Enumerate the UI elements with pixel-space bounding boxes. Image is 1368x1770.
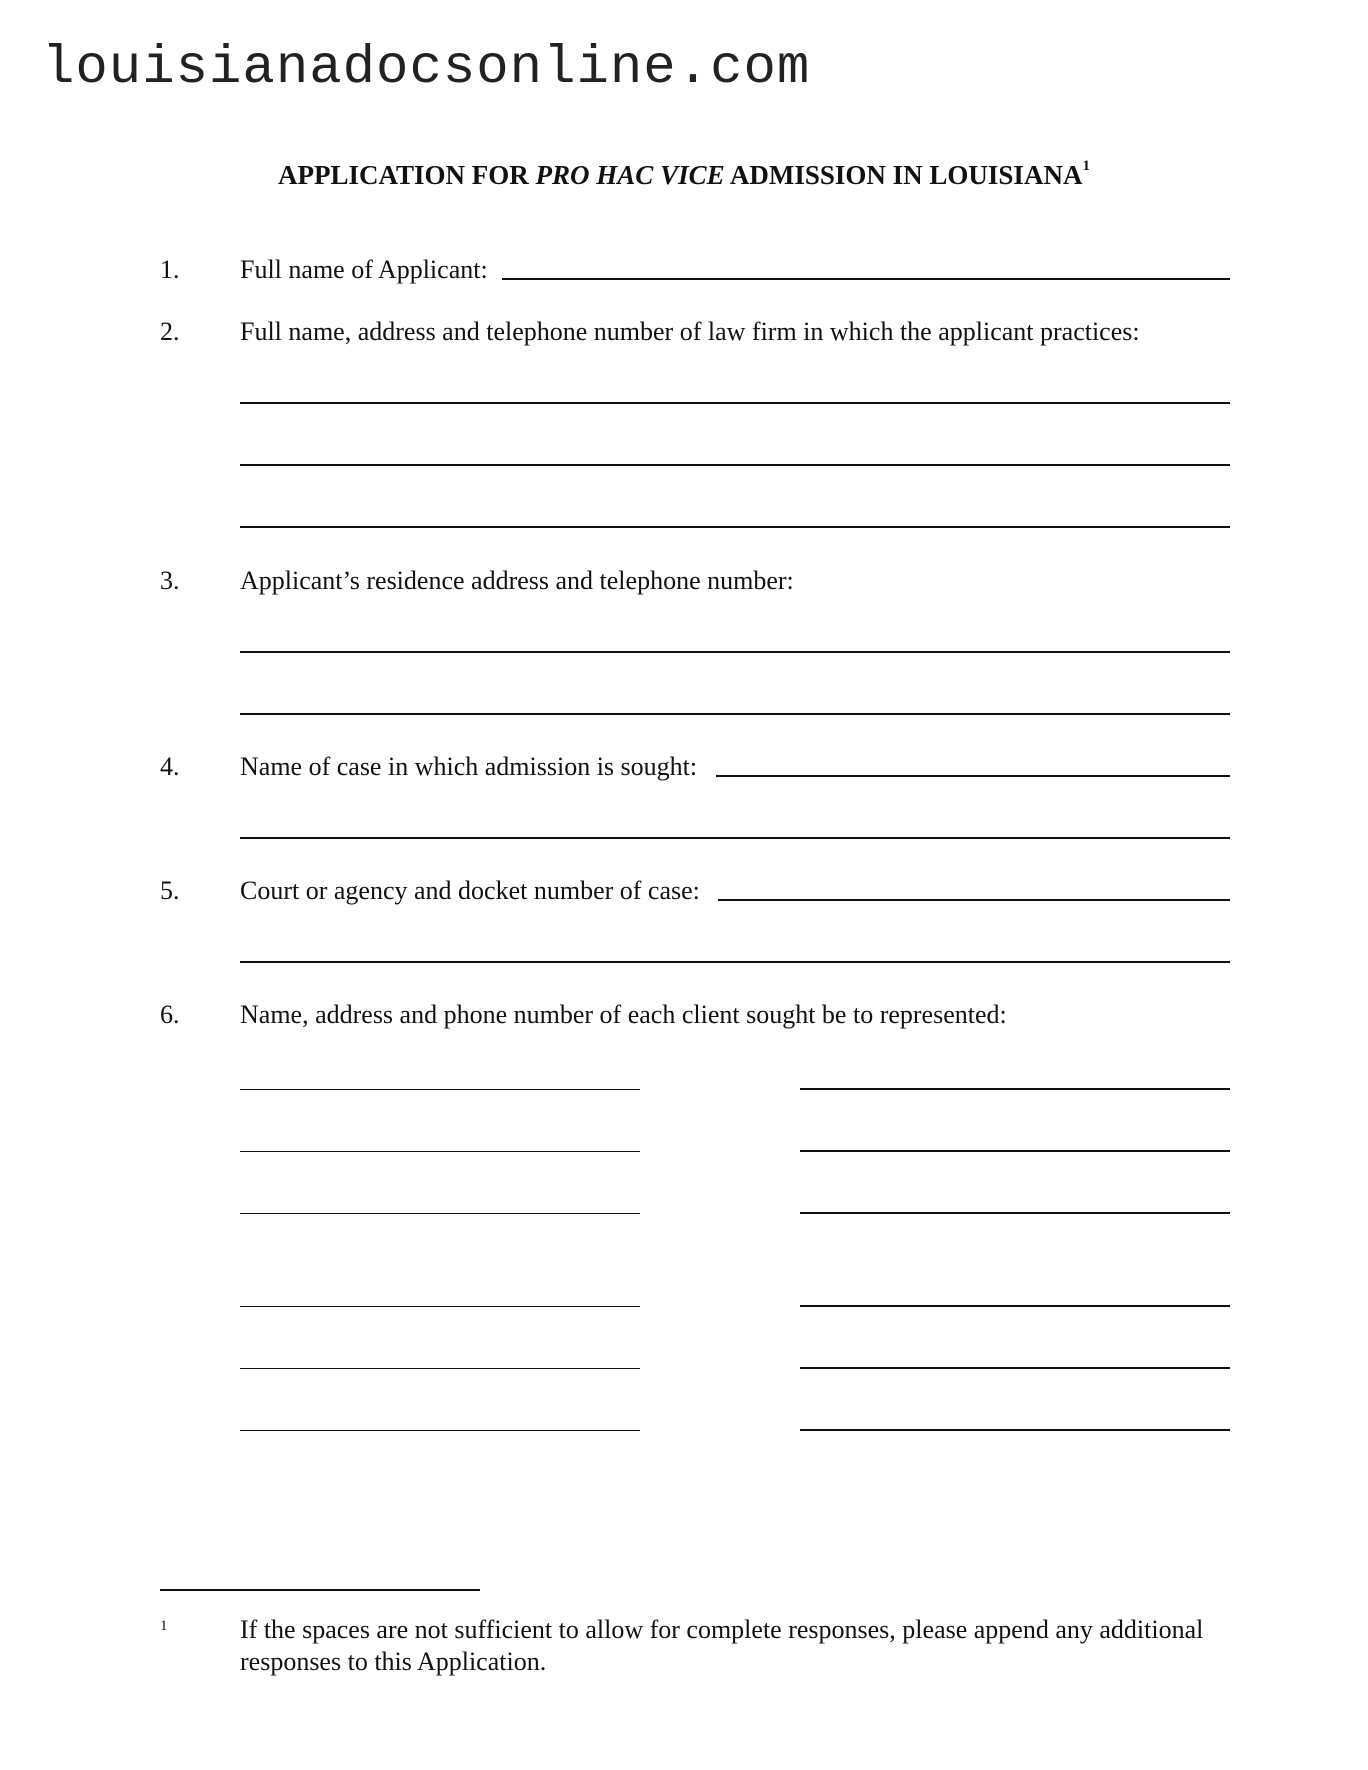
applicant-name-field[interactable] — [502, 278, 1230, 280]
footnote-separator — [160, 1589, 480, 1591]
title-part2: ADMISSION IN LOUISIANA — [724, 160, 1083, 190]
item-6-label: Name, address and phone number of each client sought be to represented: — [240, 1000, 1007, 1029]
item-1-label: Full name of Applicant: — [240, 255, 488, 284]
client-field-left[interactable] — [240, 1151, 640, 1152]
footnote-text: If the spaces are not sufficient to allow for complete responses, please append any additional responses to this Application. — [240, 1615, 1204, 1676]
client-field-left[interactable] — [240, 1213, 640, 1214]
client-field-left[interactable] — [240, 1306, 640, 1307]
title-part1: APPLICATION FOR — [278, 160, 536, 190]
law-firm-field-line[interactable] — [240, 526, 1230, 528]
title-italic: PRO HAC VICE — [535, 160, 725, 190]
law-firm-field-line[interactable] — [240, 464, 1230, 466]
client-field-right[interactable] — [800, 1305, 1230, 1307]
docket-field-line[interactable] — [240, 961, 1230, 963]
client-field-right[interactable] — [800, 1367, 1230, 1369]
case-name-field[interactable] — [716, 775, 1230, 777]
client-field-left[interactable] — [240, 1089, 640, 1090]
law-firm-field-line[interactable] — [240, 402, 1230, 404]
client-field-left[interactable] — [240, 1368, 640, 1369]
client-field-right[interactable] — [800, 1150, 1230, 1152]
case-name-field-line[interactable] — [240, 837, 1230, 839]
item-2-label: Full name, address and telephone number of law firm in which the applicant practices: — [240, 317, 1140, 346]
item-3-number: 3. — [160, 566, 180, 595]
client-field-right[interactable] — [800, 1429, 1230, 1431]
item-5-number: 5. — [160, 876, 180, 905]
client-field-right[interactable] — [800, 1088, 1230, 1090]
site-watermark: louisianadocsonline.com — [42, 38, 811, 99]
item-2-number: 2. — [160, 317, 180, 346]
item-1-number: 1. — [160, 255, 180, 284]
residence-field-line[interactable] — [240, 713, 1230, 715]
item-4-label: Name of case in which admission is sought: — [240, 752, 698, 781]
item-4-number: 4. — [160, 752, 180, 781]
client-field-right[interactable] — [800, 1212, 1230, 1214]
item-3-label: Applicant’s residence address and telephone number: — [240, 566, 794, 595]
page-title — [0, 160, 1368, 191]
item-5-label: Court or agency and docket number of case: — [240, 876, 700, 905]
footnote-number: 1 — [160, 1618, 168, 1634]
residence-field-line[interactable] — [240, 651, 1230, 653]
docket-field[interactable] — [718, 899, 1230, 901]
title-footnote-ref: 1 — [1082, 158, 1090, 174]
client-field-left[interactable] — [240, 1430, 640, 1431]
item-6-number: 6. — [160, 1000, 180, 1029]
